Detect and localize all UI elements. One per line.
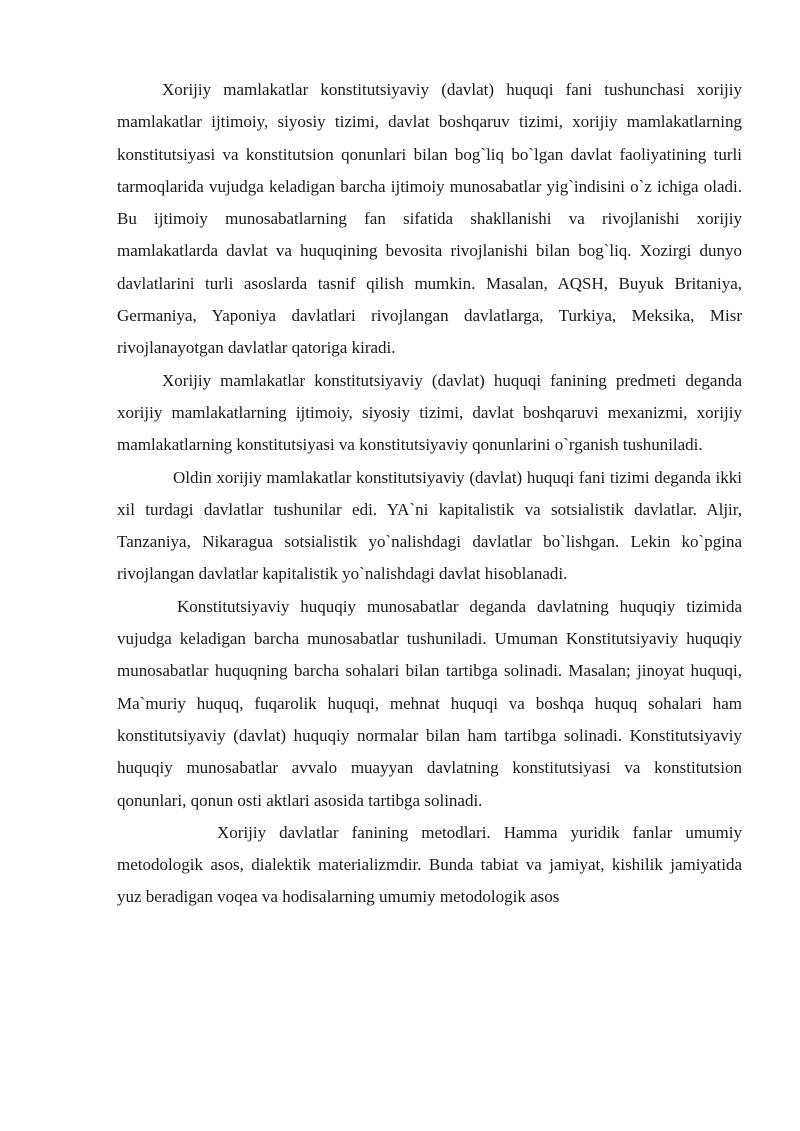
paragraph-relations: Konstitutsiyaviy huquqiy munosabatlar deganda davlatning huquqiy tizimida vujudga keladigan barcha munosabatlar tushuniladi. Umuman Konstitutsiyaviy huquqiy munosabatlar huquqning barcha sohalari bilan tartibga solinadi. Masalan; jinoyat huquqi, Ma`muriy huquq, fuqarolik huquqi, mehnat huquqi va boshqa huquq sohalari ham konstitutsiyaviy (davlat) huquqiy normalar bilan ham tartibga solinadi. Konstitutsiyaviy huquqiy munosabatlar avvalo muayyan davlatning konstitutsiyasi va konstitutsion qonunlari, qonun osti aktlari asosida tartibga solinadi. bbox=[117, 596, 742, 810]
paragraph-subject: Xorijiy mamlakatlar konstitutsiyaviy (davlat) huquqi fanining predmeti deganda xorijiy mamlakatlarning ijtimoiy, siyosiy tizimi, davlat boshqaruvi mexanizmi, xorijiy mamlakatlarning konstitutsiyasi va konstitutsiyaviy qonunlarini o`rganish tushuniladi. bbox=[117, 370, 742, 455]
paragraph-definition: Xorijiy mamlakatlar konstitutsiyaviy (davlat) huquqi fani tushunchasi xorijiy mamlakatlar ijtimoiy, siyosiy tizimi, davlat boshqaruv tizimi, xorijiy mamlakatlarning konstitutsiyasi va konstitutsion qonunlari bilan bog`liq bo`lgan davlat faoliyatining turli tarmoqlarida vujudga keladigan barcha ijtimoiy munosabatlar yig`indisini o`z ichiga oladi. Bu ijtimoiy munosabatlarning fan sifatida shakllanishi va rivojlanishi xorijiy mamlakatlarda davlat va huquqining bevosita rivojlanishi bilan bog`liq. Xozirgi dunyo davlatlarini turli asoslarda tasnif qilish mumkin. Masalan, AQSH, Buyuk Britaniya, Germaniya, Yaponiya davlatlari rivojlangan davlatlarga, Turkiya, Meksika, Misr rivojlanayotgan davlatlar qatoriga kiradi. bbox=[117, 80, 742, 358]
paragraph-methods: Xorijiy davlatlar fanining metodlari. Hamma yuridik fanlar umumiy metodologik asos, dialektik materializmdir. Bunda tabiat va jamiyat, kishilik jamiyatida yuz beradigan voqea va hodisalarning umumiy metodologik asos bbox=[117, 822, 742, 907]
body-text bbox=[117, 74, 742, 914]
paragraph-system: Oldin xorijiy mamlakatlar konstitutsiyaviy (davlat) huquqi fani tizimi deganda ikki xil turdagi davlatlar tushunilar edi. YA`ni kapitalistik va sotsialistik davlatlar. Aljir, Tanzaniya, Nikaragua sotsialistik yo`nalishdagi davlatlar bo`lishgan. Lekin ko`pgina rivojlangan davlatlar kapitalistik yo`nalishdagi davlat hisoblanadi. bbox=[117, 467, 742, 584]
